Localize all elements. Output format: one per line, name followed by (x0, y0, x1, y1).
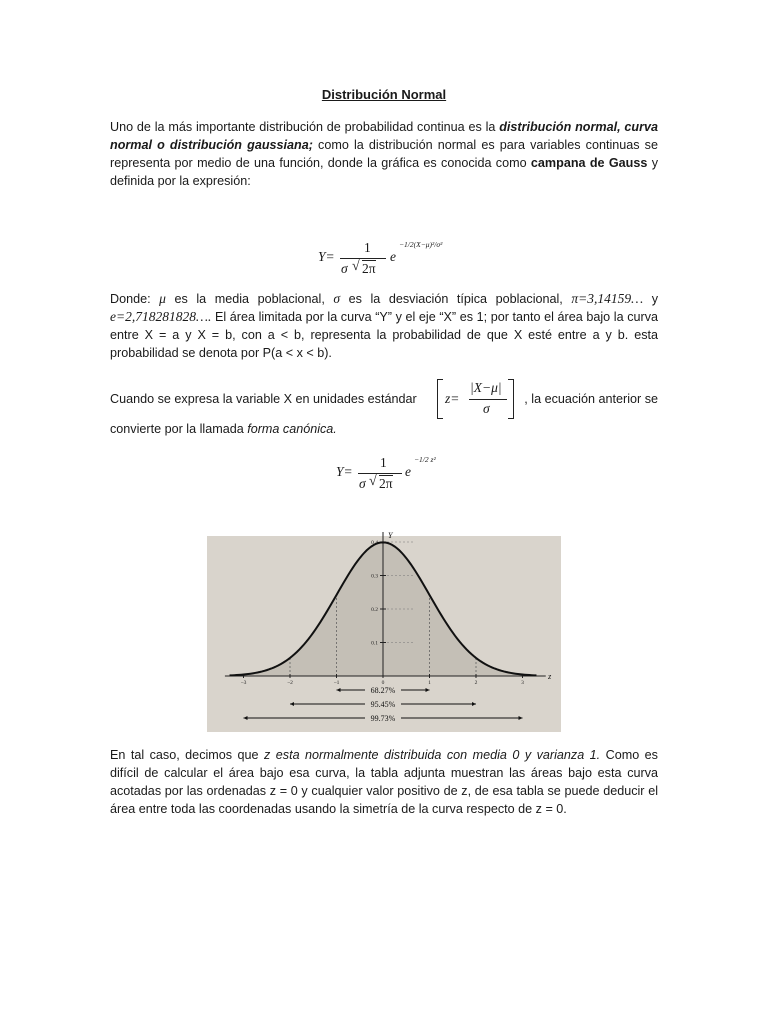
interval-label: 95.45% (370, 700, 396, 709)
y-tick-label: 0.1 (371, 640, 378, 647)
z-numerator: |X−μ| (470, 380, 502, 395)
x-tick-label: 0 (381, 680, 385, 686)
standard-units-line (110, 377, 658, 419)
canonical-formula (336, 453, 466, 499)
x-tick-label: −1 (333, 680, 340, 686)
sqrt-icon: √ (369, 474, 377, 489)
interval-label: 68.27% (370, 686, 396, 695)
conclusion-text-italic: z esta normalmente distribuida con media 0 y varianza 1. (264, 748, 601, 762)
canonical-line (110, 420, 658, 438)
sigma-symbol: σ (333, 291, 341, 306)
intro-paragraph (110, 118, 658, 190)
formula2-lhs: Y= (336, 464, 353, 479)
arrowhead-left-icon (244, 716, 248, 720)
arrowhead-right-icon (426, 688, 430, 692)
arrowhead-left-icon (290, 702, 294, 706)
def-text-c: es la desviación típica poblacional, (340, 292, 572, 306)
intro-text-c: como la distribución normal es para variables continuas se representa por medio de una función, donde la gráfica es conocida como (110, 138, 658, 170)
z-score-formula (437, 379, 514, 417)
formula2-numerator: 1 (380, 455, 387, 470)
standard-units-text: Cuando se expresa la variable X en unidades estándar (110, 392, 417, 406)
formula2-exponent: −1/2 z² (414, 455, 436, 464)
formula2-fraction-bar (358, 473, 402, 474)
normal-curve-figure (207, 530, 561, 732)
interval-label: 99.73% (370, 714, 396, 723)
normal-density-formula (318, 236, 468, 282)
mu-symbol: μ (159, 291, 166, 306)
z-denominator: σ (483, 401, 490, 416)
canonical-form-label: forma canónica. (247, 422, 337, 436)
z-lhs: z= (445, 391, 460, 406)
formula2-den-rest: 2π (379, 476, 393, 491)
x-tick-label: −3 (240, 680, 247, 686)
intro-text-a: Uno de la más importante distribución de probabilidad continua es la (110, 120, 500, 134)
y-tick-label: 0.2 (371, 607, 378, 613)
formula1-den-sigma: σ (341, 261, 348, 276)
conclusion-text-c: Como es difícil de calcular el área bajo esa curva, la tabla adjunta muestran las áreas bajo esta curva acotadas por las ordenadas z = 0 y cualquier valor positivo de z, de esa tabla se puede deducir el área entre toda las coordenadas usando la simetría de la curva respecto de z = 0. (110, 748, 658, 816)
formula1-exponent: −1/2(X−μ)²/σ² (399, 240, 443, 249)
y-tick-label: 0.4 (371, 540, 378, 546)
arrowhead-left-icon (337, 688, 341, 692)
intro-text-e: y definida por la expresión: (110, 156, 659, 188)
formula2-exp-base: e (405, 464, 411, 479)
y-tick-label: 0.3 (371, 573, 378, 580)
formula1-den-rest: 2π (362, 261, 376, 276)
intro-text-emphasis: distribución normal, curva normal o distribución gaussiana; (110, 120, 658, 152)
formula2-den-sigma: σ (359, 476, 366, 491)
pi-value: π=3,14159… (571, 291, 644, 306)
formula1-numerator: 1 (364, 240, 371, 255)
def-text-d: y (643, 292, 658, 306)
x-axis-label: z (548, 672, 552, 681)
y-axis-label: Y (388, 530, 393, 540)
formula1-exp-base: e (390, 249, 396, 264)
intro-text-bold: campana de Gauss (530, 156, 648, 170)
conclusion-paragraph (110, 746, 658, 818)
x-tick-label: 1 (428, 680, 431, 686)
def-text-b: es la media poblacional, (165, 292, 334, 306)
right-bracket (508, 379, 514, 419)
arrowhead-right-icon (472, 702, 476, 706)
standard-units-text-b: , la ecuación anterior se (524, 392, 658, 406)
normal-curve-chart (207, 530, 561, 732)
def-text-a: Donde: (110, 292, 160, 306)
sqrt-icon: √ (352, 259, 360, 274)
conclusion-text-a: En tal caso, decimos que (110, 748, 265, 762)
e-value: e=2,718281828…. (110, 309, 212, 324)
formula1-fraction-bar (340, 258, 386, 259)
canonical-text: convierte por la llamada (110, 422, 248, 436)
left-bracket (437, 379, 443, 419)
page-title: Distribución Normal (321, 87, 447, 102)
formula1-lhs: Y= (318, 249, 335, 264)
x-tick-label: 2 (474, 680, 478, 686)
def-text-f: El área limitada por la curva “Y” y el eje “X” es 1; por tanto el área bajo la curva entre X = a y X = b, con a < b, representa la probabilidad de que X esté entre a y b. esta probabilidad se denota por P(a < x < b). (110, 310, 658, 360)
definitions-paragraph (110, 290, 658, 362)
x-tick-label: 3 (521, 680, 524, 686)
x-tick-label: −2 (287, 680, 293, 686)
arrowhead-right-icon (519, 716, 523, 720)
